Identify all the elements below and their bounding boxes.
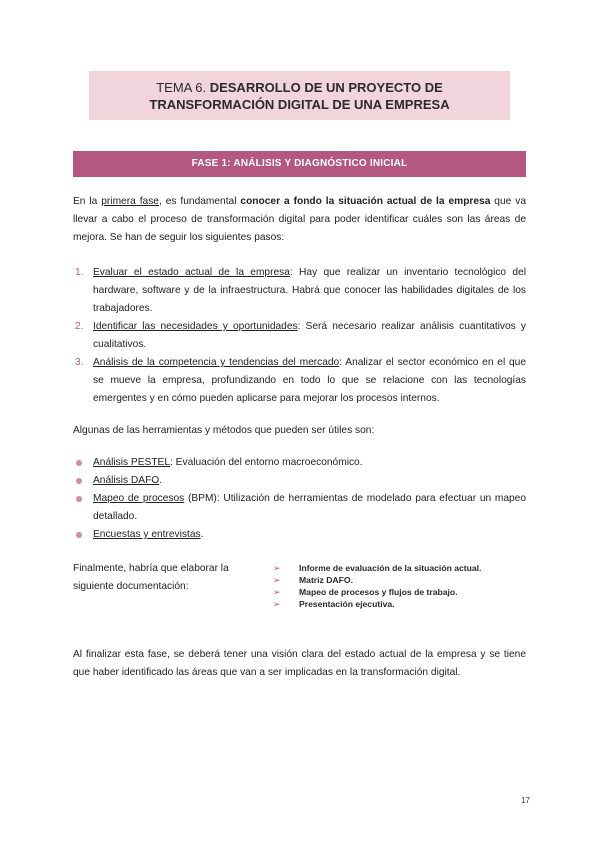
bullet-dot-icon xyxy=(76,478,82,484)
tool-text: . xyxy=(200,529,204,540)
documents-list xyxy=(273,562,533,610)
title-main-line-1: DESARROLLO DE UN PROYECTO DE xyxy=(209,80,443,95)
title-line-1 xyxy=(89,79,510,96)
step-title: Identificar las necesidades y oportunidades xyxy=(93,321,298,332)
tools-list xyxy=(73,454,526,544)
step-number: 3. xyxy=(75,357,84,368)
intro-text-5: que va llevar a cabo el proceso de transformación digital para poder identificar cuáles son las áreas de mejora. Se han de seguir los siguientes pasos: xyxy=(73,196,526,243)
steps-list xyxy=(73,264,526,408)
tools-intro: Algunas de las herramientas y métodos que pueden ser útiles son: xyxy=(73,425,375,436)
document-label: Mapeo de procesos y flujos de trabajo. xyxy=(299,587,458,597)
document-item xyxy=(273,586,533,598)
step-text: : Hay que realizar un inventario tecnológico del hardware, software y de la infraestructura. Habrá que conocer las habilidades digitales de los trabajadores. xyxy=(93,267,526,314)
tool-item xyxy=(73,454,526,472)
tool-name: Análisis DAFO xyxy=(93,475,160,486)
intro-primera-fase: primera fase xyxy=(101,196,159,207)
document-label: Presentación ejecutiva. xyxy=(299,599,395,609)
phase-header: FASE 1: ANÁLISIS Y DIAGNÓSTICO INICIAL xyxy=(73,151,526,177)
intro-paragraph xyxy=(73,193,526,247)
bullet-dot-icon xyxy=(76,496,82,502)
step-title: Evaluar el estado actual de la empresa xyxy=(93,267,290,278)
bullet-dot-icon xyxy=(76,532,82,538)
arrow-right-icon: ➢ xyxy=(273,587,281,597)
tool-item xyxy=(73,526,526,544)
intro-text-3: , es fundamental xyxy=(158,196,241,207)
tool-text: . xyxy=(159,475,163,486)
tool-name: Análisis PESTEL xyxy=(93,457,171,468)
title-main-line-2: TRANSFORMACIÓN DIGITAL DE UNA EMPRESA xyxy=(149,97,450,112)
tool-item xyxy=(73,490,526,526)
bullet-dot-icon xyxy=(76,460,82,466)
document-title-box xyxy=(89,71,510,120)
tool-name: Mapeo de procesos xyxy=(93,493,185,504)
tool-item xyxy=(73,472,526,490)
step-number: 2. xyxy=(75,321,84,332)
arrow-right-icon: ➢ xyxy=(273,575,281,585)
step-item xyxy=(73,354,526,408)
title-line-2 xyxy=(89,96,510,113)
step-item xyxy=(73,264,526,318)
arrow-right-icon: ➢ xyxy=(273,599,281,609)
step-number: 1. xyxy=(75,267,84,278)
step-text: : Analizar el sector económico en el que se mueve la empresa, profundizando en todo lo que se relacione con las tecnologías emergentes y en cómo pueden aplicarse para mejorar los procesos internos. xyxy=(93,357,526,404)
final-intro: Finalmente, habría que elaborar la siguiente documentación: xyxy=(73,563,229,592)
step-text: : Será necesario realizar análisis cuantitativos y cualitativos. xyxy=(93,321,526,350)
document-item xyxy=(273,598,533,610)
document-label: Matriz DAFO. xyxy=(299,575,353,585)
title-prefix: TEMA 6. xyxy=(156,80,207,95)
step-title: Análisis de la competencia y tendencias del mercado xyxy=(93,357,340,368)
conclusion-paragraph: Al finalizar esta fase, se deberá tener una visión clara del estado actual de la empresa y se tiene que haber identificado las áreas que van a ser implicadas en la transformación digital. xyxy=(73,649,526,678)
step-item xyxy=(73,318,526,354)
document-item xyxy=(273,562,533,574)
document-item xyxy=(273,574,533,586)
tool-text: : Evaluación del entorno macroeconómico. xyxy=(170,457,363,468)
page-number: 17 xyxy=(521,796,530,805)
intro-bold-text: conocer a fondo la situación actual de la empresa xyxy=(240,196,491,207)
document-label: Informe de evaluación de la situación actual. xyxy=(299,563,482,573)
intro-text-1: En la xyxy=(73,196,102,207)
tool-name: Encuestas y entrevistas xyxy=(93,529,201,540)
arrow-right-icon: ➢ xyxy=(273,563,281,573)
tool-text: (BPM): Utilización de herramientas de modelado para efectuar un mapeo detallado. xyxy=(93,493,527,522)
